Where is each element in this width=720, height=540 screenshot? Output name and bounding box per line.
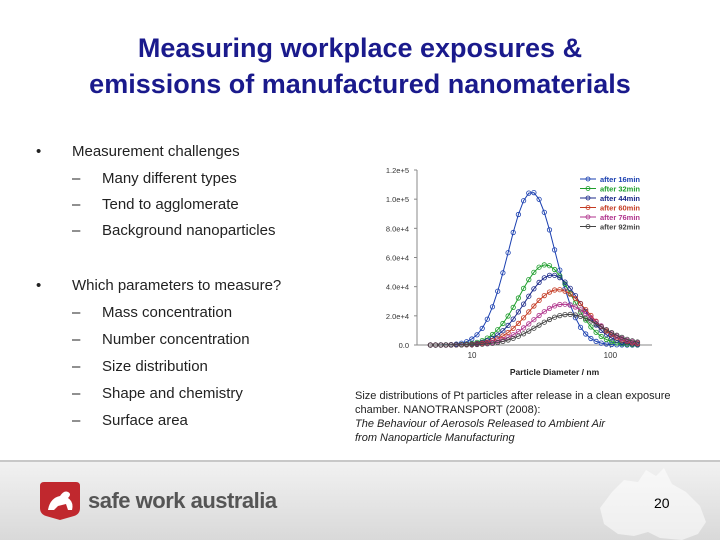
series-line <box>430 275 637 345</box>
legend-label: after 44min <box>600 194 641 203</box>
x-tick-label: 100 <box>603 351 618 360</box>
slide-title-line-2: emissions of manufactured nanomaterials <box>89 69 631 99</box>
legend-label: after 16min <box>600 175 641 184</box>
sub-bullet-marker: – <box>72 304 81 321</box>
legend-label: after 76min <box>600 213 641 222</box>
x-tick-label: 10 <box>467 351 477 360</box>
sub-bullet-text: Size distribution <box>102 358 208 375</box>
y-tick-label: 4.0e+4 <box>385 282 409 292</box>
sub-bullet-text: Surface area <box>102 412 188 429</box>
bullet-marker: • <box>36 143 42 160</box>
legend-label: after 32min <box>600 184 641 194</box>
y-tick-label: 1.2e+5 <box>385 166 409 175</box>
y-tick-label: 2.0e+4 <box>385 311 409 321</box>
sub-bullet-marker: – <box>72 385 81 402</box>
sub-bullet-text: Background nanoparticles <box>102 222 276 239</box>
y-tick-label: 6.0e+4 <box>385 253 409 263</box>
series-line <box>430 304 637 345</box>
sub-bullet-marker: – <box>72 170 81 187</box>
bullet-marker: • <box>36 277 42 294</box>
legend-label: after 92min <box>600 222 641 232</box>
slide-title <box>20 30 700 102</box>
sub-bullet-marker: – <box>72 331 81 348</box>
kangaroo-logo-icon <box>38 480 82 520</box>
sub-bullet-text: Number concentration <box>102 331 250 348</box>
caption-line-4: from Nanoparticle Manufacturing <box>355 432 515 444</box>
size-distribution-chart <box>352 160 672 380</box>
y-tick-label: 8.0e+4 <box>385 224 409 234</box>
chart-svg <box>352 160 672 380</box>
legend-label: after 60min <box>600 203 641 213</box>
sub-bullet-text: Many different types <box>102 170 237 187</box>
page-number: 20 <box>654 495 670 511</box>
y-tick-label: 0.0 <box>398 341 409 350</box>
sub-bullet-text: Tend to agglomerate <box>102 196 239 213</box>
brand-name: safe work australia <box>88 488 277 513</box>
sub-bullet-text: Shape and chemistry <box>102 385 243 402</box>
caption-line-1: Size distributions of Pt particles after release in a clean exposure <box>355 390 671 402</box>
sub-bullet-marker: – <box>72 412 81 429</box>
x-axis-label: Particle Diameter / nm <box>509 367 600 377</box>
chart-caption <box>355 389 671 445</box>
sub-bullet-marker: – <box>72 196 81 213</box>
bullet-text: Which parameters to measure? <box>72 277 282 294</box>
series-line <box>430 314 637 345</box>
slide-title-line-1: Measuring workplace exposures & <box>137 33 583 63</box>
caption-line-2: chamber. NANOTRANSPORT (2008): <box>355 404 541 416</box>
bullet-text: Measurement challenges <box>72 143 240 160</box>
y-tick-label: 1.0e+5 <box>385 195 409 205</box>
sub-bullet-text: Mass concentration <box>102 304 233 321</box>
sub-bullet-marker: – <box>72 222 81 239</box>
caption-line-3: The Behaviour of Aerosols Released to Ambient Air <box>355 418 606 430</box>
sub-bullet-marker: – <box>72 358 81 375</box>
